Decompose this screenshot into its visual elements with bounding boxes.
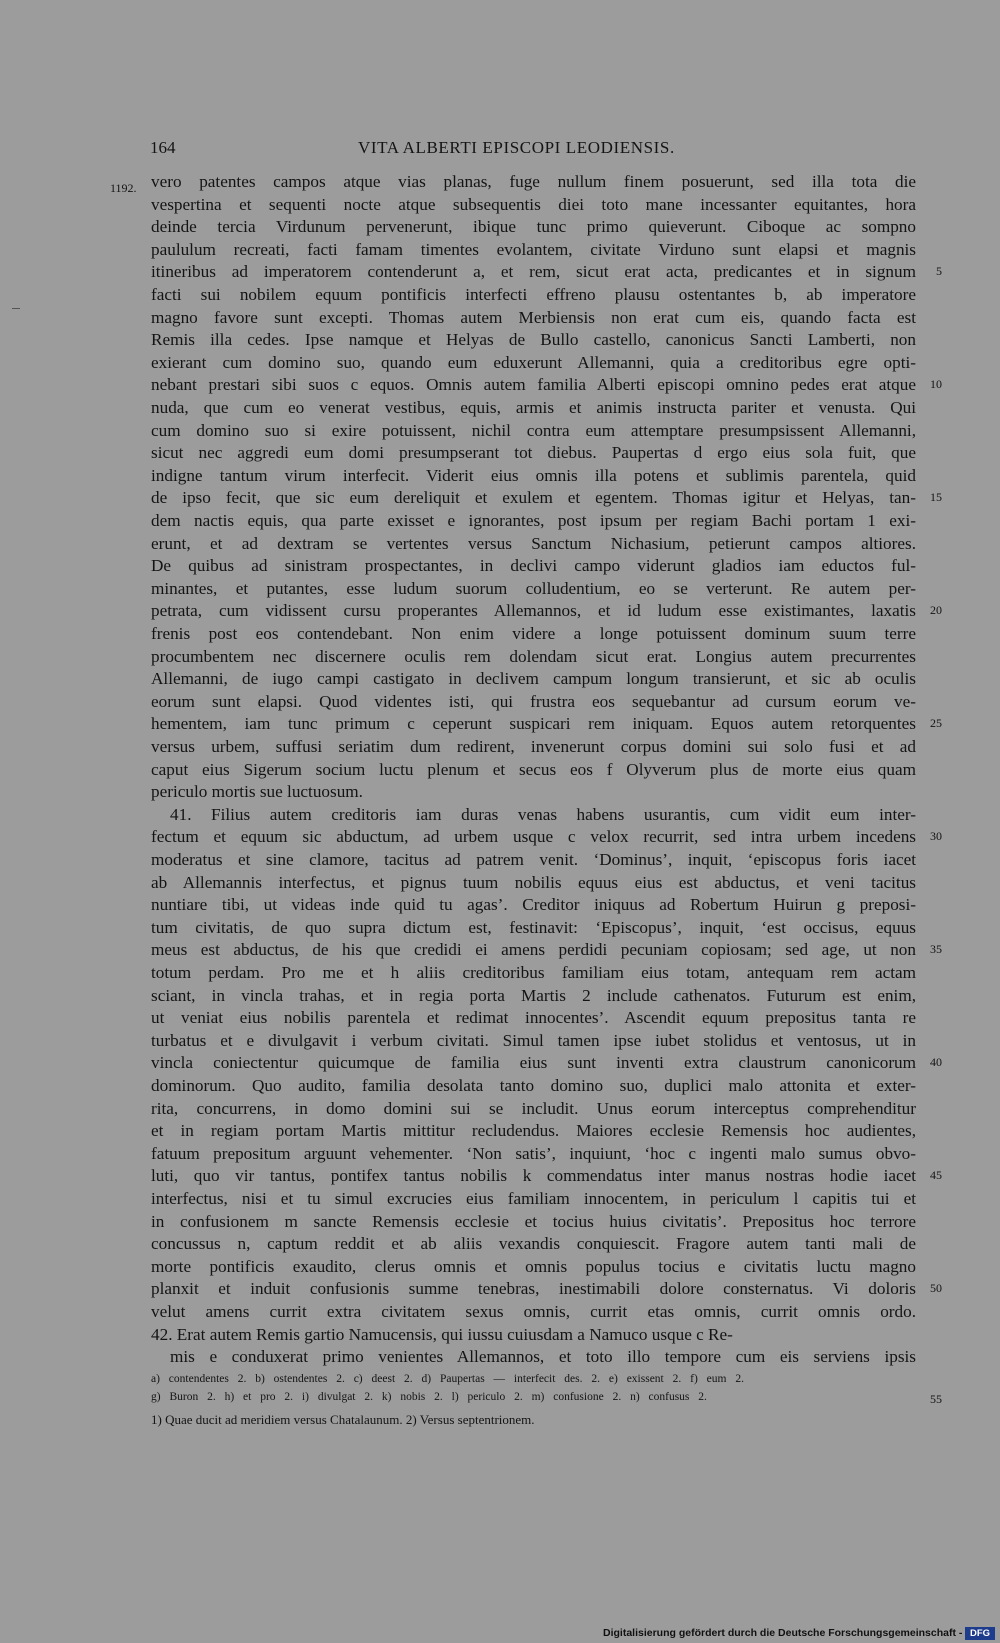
text-line: vincla coniectentur quicumque de familia eius sunt inventi extra claustrum canonicorum [151,1053,916,1073]
text-line: periculo mortis sue luctuosum. [151,782,363,802]
text-line: 42. Erat autem Remis gartio Namucensis, qui iussu cuiusdam a Namuco usque c Re- [151,1324,733,1344]
text-line: morte pontificis exaudito, clerus omnis et omnis populus tocius e civitatis luctu magno [151,1256,916,1276]
text-line: magno favore sunt excepti. Thomas autem Merbiensis non erat cum eis, quando facta est [151,307,916,327]
text-line: vespertina et sequenti nocte atque subsequentis diei toto mane incessanter equitantes, hora [151,194,916,214]
text-line: sicut nec aggredi eum domi presumpserant tot diebus. Paupertas d ergo eius sola fuit, que [151,443,916,463]
text-line: deinde tercia Virdunum pervenerunt, ibique tunc primo quieverunt. Ciboque ac sompno [151,217,916,237]
running-title: VITA ALBERTI EPISCOPI LEODIENSIS. [358,138,675,157]
line-number: 30 [930,829,942,844]
text-line: et in regiam portam Martis mittitur recludendus. Maiores ecclesie Remensis hoc audientes, [151,1121,916,1141]
text-line: indigne tantum virum interfecit. Viderit eius omnis illa potens et sublimis parentela, quid [151,465,916,485]
text-line: fectum et equum sic abductum, ad urbem usque c velox recurrit, sed intra urbem incedens [151,827,916,847]
text-line: planxit et induit confusionis summe tenebras, inestimabili dolore consternatus. Vi doloris [151,1279,916,1299]
line-number: 55 [930,1392,942,1406]
text-line: nuda, que cum eo venerat vestibus, equis, armis et animis instructa pariter et venusta. Qui [151,398,916,417]
text-line: meus est abductus, de his que credidi ei amens perdidi pecuniam copiosam; sed age, ut non [151,940,916,960]
text-line: ab Allemannis interfectus, et pignus tuum nobilis equus eius est abductus, et veni tacitus [151,872,916,892]
text-line: nebant prestari sibi suos c equos. Omnis autem familia Alberti episcopi omnino pedes erat atque [151,375,916,395]
text-line: procumbentem nec discernere oculis rem dolendam sicut erat. Longius autem precurrentes [151,646,916,666]
text-line: frenis post eos contendebant. Non enim videre a longe potuissent dominum suum terre [151,624,916,643]
text-line: itineribus ad imperatorem contenderunt a, et rem, sicut erat acta, predicantes et in signum [151,262,916,282]
digitization-credit: Digitalisierung gefördert durch die Deutsche Forschungsgemeinschaft - [603,1627,963,1639]
text-line: facti sui nobilem equum pontificis interfecti effreno plausu ostentantes b, ab imperatore [151,285,916,304]
text-line: De quibus ad sinistram prospectantes, in declivi campo viderunt gladios iam eductos ful- [151,556,916,576]
footnote-notes: 1) Quae ducit ad meridiem versus Chatalaunum. 2) Versus septentrionem. [151,1412,535,1427]
text-line: hementem, iam tunc primum c ceperunt suspicari rem iniquam. Equos autem retorquentes [151,714,916,734]
text-line: de ipso fecit, que sic eum dereliquit et exulem et egentem. Thomas igitur et Helyas, tan- [151,488,916,508]
line-number: 25 [930,716,942,731]
margin-year: 1192. [110,181,137,195]
text-line: mis e conduxerat primo venientes Allemannos, et toto illo tempore cum eis serviens ipsis [170,1347,916,1367]
line-number: 40 [930,1055,942,1070]
text-line: sciant, in vincla trahas, et in regia porta Martis 2 include cathenatos. Futurum est enim, [151,985,916,1005]
dfg-logo: DFG [965,1627,995,1640]
text-line: ut veniat eius nobilis parentela et redimat innocentes’. Ascendit equum prepositus tanta re [151,1008,916,1028]
text-line: cum domino suo si exire potuissent, nichil contra eum attemptare presumpsissent Allemanni, [151,420,916,440]
text-line: dem nactis equis, qua parte exisset e ignorantes, post ipsum per regiam Bachi portam 1 exi- [151,511,916,530]
text-line: in confusionem m sancte Remensis ecclesie et tocius huius civitatis’. Prepositus hoc terrore [151,1211,916,1231]
line-number: 15 [930,490,942,505]
text-line: totum perdam. Pro me et h aliis creditoribus familiam eius totam, antequam rem actam [151,963,916,982]
text-line: caput eius Sigerum socium luctu plenum et secus eos f Olyverum plus de morte eius quam [151,759,916,779]
text-line: exierant cum domino suo, quando eum eduxerunt Allemanni, quia a creditoribus egre opti- [151,352,916,372]
footnote-variants-line-1: a) contendentes 2. b) ostendentes 2. c) deest 2. d) Paupertas — interfecit des. 2. e) exissent 2. f) eum 2. [151,1373,744,1385]
line-number: 45 [930,1168,942,1183]
text-line: paululum recreati, facti famam timentes evolantem, civitate Virduno sunt elapsi et magnis [151,239,916,259]
page-number: 164 [150,138,176,157]
text-line: velut amens currit extra civitatem sexus omnis, currit etas omnis, currit omnis ordo. [151,1302,916,1321]
page-header [150,138,920,162]
text-line: vero patentes campos atque vias planas, fuge nullum finem posuerunt, sed illa tota die [151,172,916,191]
footnote-variants-line-2: g) Buron 2. h) et pro 2. i) divulgat 2. k) nobis 2. l) periculo 2. m) confusione 2. n) confusus 2. [151,1391,707,1403]
text-line: interfectus, nisi et tu simul excrucies eius familiam innocentem, in periculum l capitis tui et [151,1189,916,1208]
text-line: fatuum prepositum arguunt vehementer. ‘Non satis’, inquiunt, ‘hoc c ingenti malo sumus obvo- [151,1143,916,1163]
line-number: 20 [930,603,942,618]
line-number: 5 [936,264,942,279]
text-line: concussus n, captum reddit et ab aliis vexandis conquiescit. Fragore autem tanti mali de [151,1234,916,1254]
text-line: eorum sunt elapsi. Quod videntes isti, qui frustra eos sequebantur ad cursum eorum ve- [151,691,916,711]
text-line: luti, quo vir tantus, pontifex tantus nobilis k commendatus inter manus nostras hodie iacet [151,1166,916,1186]
text-line: moderatus et sine clamore, tacitus ad patrem venit. ‘Dominus’, inquit, ‘episcopus foris iacet [151,850,916,869]
text-line: rita, concurrens, in domo domini sui se includit. Unus eorum interceptus comprehenditur [151,1098,916,1118]
line-number: 10 [930,377,942,392]
scan-mark [12,308,20,309]
line-number: 50 [930,1281,942,1296]
text-line: Remis illa cedes. Ipse namque et Helyas de Bullo castello, canonicus Sancti Lamberti, non [151,330,916,350]
text-line: nuntiare tibi, ut videas inde quid tu agas’. Creditor iniquus ad Robertum Huirun g preposi- [151,895,916,915]
text-line: tum civitatis, de quo supra dictum est, festinavit: ‘Episcopus’, inquit, ‘est occisus, equus [151,917,916,937]
text-line: versus urbem, suffusi seriatim dum redirent, invenerunt corpus domini sui solo fusi et ad [151,737,916,756]
text-line: petrata, cum vidissent cursu properantes Allemannos, et id ludum esse existimantes, laxatis [151,601,916,621]
text-line: Allemanni, de iugo campi castigato in declivem campum longum transierunt, et sic ab oculis [151,669,916,689]
text-line: turbatus et e divulgavit i verbum civitati. Simul tamen ipse iubet stolidus et ventosus, ut in [151,1030,916,1050]
text-line: minantes, et putantes, esse ludum suorum colludentium, eo se verterunt. Re autem per- [151,578,916,598]
text-line: dominorum. Quo audito, familia desolata tanto domino suo, duplici malo attonita et exter- [151,1076,916,1095]
text-line: 41. Filius autem creditoris iam duras venas habens usurantis, cum vidit eum inter- [170,804,916,824]
line-number: 35 [930,942,942,957]
text-line: erunt, et ad dextram se vertentes versus Sanctum Nichasium, petierunt campos altiores. [151,533,916,553]
